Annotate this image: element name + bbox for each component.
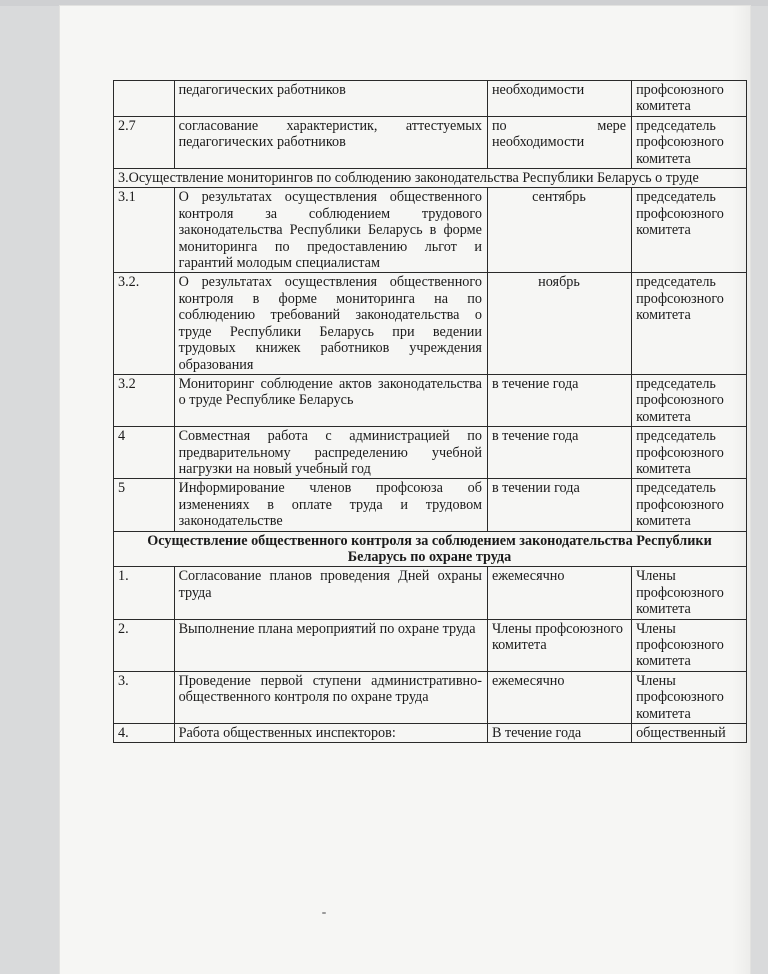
- row-term: необходимости: [487, 81, 631, 117]
- table-row: [114, 273, 747, 374]
- row-number: 1.: [114, 567, 175, 619]
- table-row: [114, 724, 747, 743]
- row-text: Совместная работа с администрацией по предварительному распределению учебной нагрузки на новый учебный год: [174, 427, 487, 479]
- table-row: [114, 567, 747, 619]
- row-term-word: по: [491, 117, 507, 134]
- row-number: 3.: [114, 671, 175, 723]
- row-number: 4.: [114, 724, 175, 743]
- row-text: Проведение первой ступени административно-общественного контроля по охране труда: [174, 671, 487, 723]
- row-term-word: мере: [597, 117, 627, 134]
- row-term: в течении года: [487, 479, 631, 531]
- table-row: [114, 619, 747, 671]
- row-term: в течение года: [487, 427, 631, 479]
- scan-speck: [322, 912, 326, 914]
- section-row: [114, 169, 747, 188]
- row-responsible: председатель профсоюзного комитета: [632, 374, 747, 426]
- row-text: О результатах осуществления общественного контроля за соблюдением трудового законодательства Республики Беларусь в форме мониторинга по предоставлению льгот и гарантий молодым специалистам: [174, 188, 487, 273]
- table-row: [114, 116, 747, 168]
- row-text: Выполнение плана мероприятий по охране труда: [174, 619, 487, 671]
- row-number: [114, 81, 175, 117]
- row-term: В течение года: [487, 724, 631, 743]
- row-term: ежемесячно: [487, 567, 631, 619]
- row-text: О результатах осуществления общественного контроля в форме мониторинга на по соблюдению требований законодательства о труде Республики Беларусь при ведении трудовых книжек работников учреждения образования: [174, 273, 487, 374]
- table-row: [114, 479, 747, 531]
- row-term: Члены профсоюзного комитета: [487, 619, 631, 671]
- row-term: в течение года: [487, 374, 631, 426]
- row-term: ноябрь: [487, 273, 631, 374]
- row-responsible: председатель профсоюзного комитета: [632, 427, 747, 479]
- row-text: Мониторинг соблюдение актов законодательства о труде Республике Беларусь: [174, 374, 487, 426]
- row-number: 5: [114, 479, 175, 531]
- row-number: 2.: [114, 619, 175, 671]
- table-row: [114, 188, 747, 273]
- table-row: [114, 374, 747, 426]
- row-number: 2.7: [114, 116, 175, 168]
- section-heading: 3.Осуществление мониторингов по соблюдению законодательства Республики Беларусь о труде: [114, 169, 747, 188]
- table-row: [114, 671, 747, 723]
- row-text: педагогических работников: [174, 81, 487, 117]
- row-responsible: Члены профсоюзного комитета: [632, 567, 747, 619]
- row-term-word: необходимости: [491, 134, 585, 151]
- row-responsible: общественный: [632, 724, 747, 743]
- row-text: Работа общественных инспекторов:: [174, 724, 487, 743]
- table-row: [114, 81, 747, 117]
- row-responsible: профсоюзного комитета: [632, 81, 747, 117]
- row-text: согласование характеристик, аттестуемых педагогических работников: [174, 116, 487, 168]
- document-page: [60, 6, 750, 974]
- plan-table: [113, 80, 747, 743]
- section-row: [114, 531, 747, 567]
- row-text: Согласование планов проведения Дней охраны труда: [174, 567, 487, 619]
- row-responsible: председатель профсоюзного комитета: [632, 188, 747, 273]
- row-responsible: председатель профсоюзного комитета: [632, 116, 747, 168]
- row-term: ежемесячно: [487, 671, 631, 723]
- row-number: 3.1: [114, 188, 175, 273]
- row-term: [487, 116, 631, 168]
- row-responsible: председатель профсоюзного комитета: [632, 273, 747, 374]
- row-responsible: председатель профсоюзного комитета: [632, 479, 747, 531]
- table-row: [114, 427, 747, 479]
- section-heading: Осуществление общественного контроля за соблюдением законодательства Республики Беларусь по охране труда: [114, 531, 747, 567]
- row-number: 4: [114, 427, 175, 479]
- row-number: 3.2.: [114, 273, 175, 374]
- row-responsible: Члены профсоюзного комитета: [632, 671, 747, 723]
- row-text: Информирование членов профсоюза об изменениях в оплате труда и трудовом законодательстве: [174, 479, 487, 531]
- row-number: 3.2: [114, 374, 175, 426]
- row-term: сентябрь: [487, 188, 631, 273]
- row-responsible: Члены профсоюзного комитета: [632, 619, 747, 671]
